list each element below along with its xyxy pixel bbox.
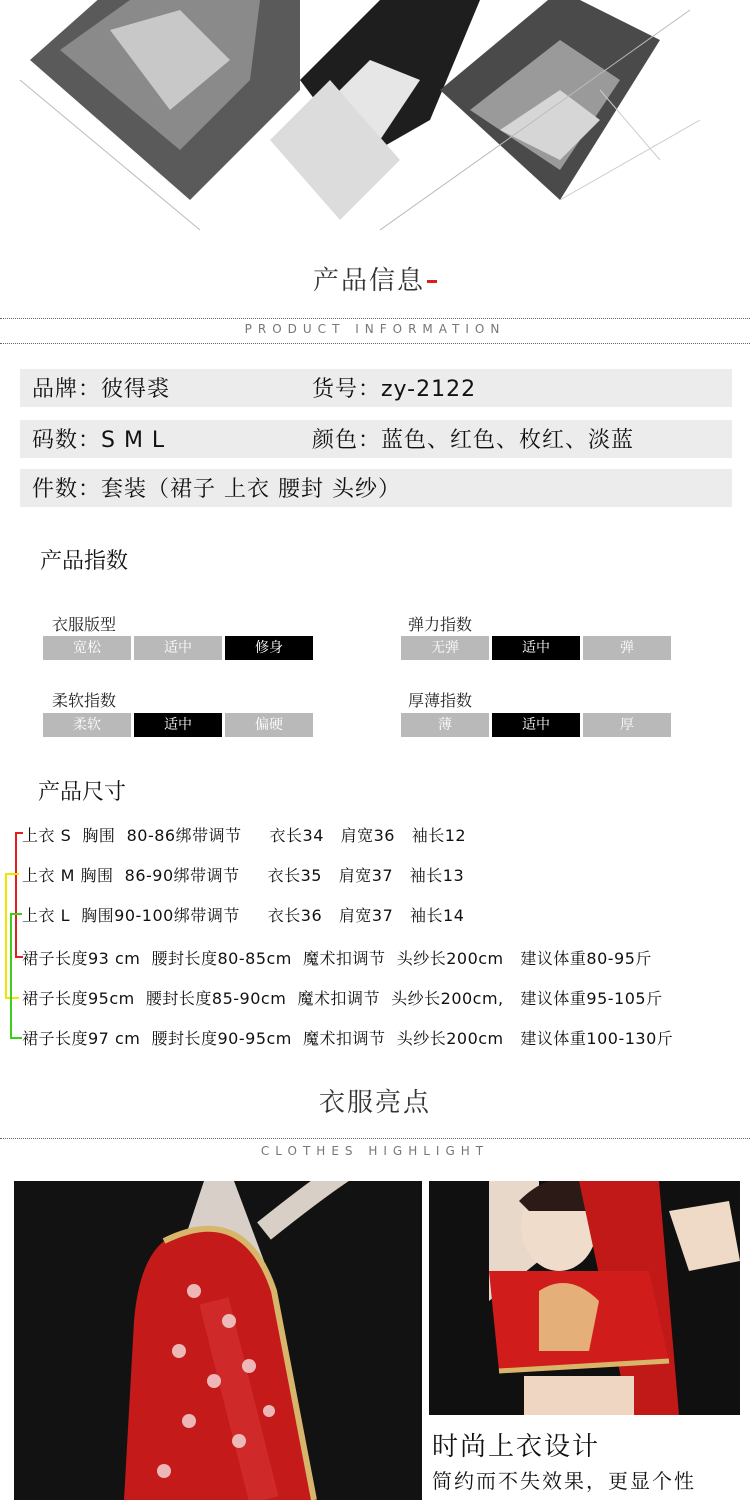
- photo-top-image: [429, 1181, 740, 1415]
- elastic-option-medium: 适中: [492, 636, 580, 660]
- bracket-l-top: [10, 913, 22, 915]
- product-info-subtitle: PRODUCT INFORMATION: [0, 322, 750, 336]
- fit-label: 衣服版型: [52, 615, 117, 634]
- hero-collage: [0, 0, 750, 240]
- bracket-m-top: [5, 873, 19, 875]
- softness-label: 柔软指数: [52, 691, 117, 710]
- elastic-bar: [401, 636, 671, 660]
- fit-option-slim: 修身: [225, 636, 313, 660]
- size-line-top-m: 上衣 M 胸围 86-90绑带调节 衣长35 肩宽37 袖长13: [22, 866, 465, 885]
- photo-top: [429, 1181, 740, 1415]
- bracket-m: [5, 873, 7, 997]
- pieces-text: 件数：套装（裙子 上衣 腰封 头纱）: [32, 477, 401, 502]
- sizes-text: 码数：S M L: [32, 428, 166, 453]
- softness-option-hard: 偏硬: [225, 713, 313, 737]
- info-row-size: [20, 420, 732, 458]
- caption-title: 时尚上衣设计: [432, 1432, 601, 1462]
- fit-bar: [43, 636, 313, 660]
- thickness-option-medium: 适中: [492, 713, 580, 737]
- photo-veil: [14, 1181, 422, 1500]
- thickness-option-thin: 薄: [401, 713, 489, 737]
- elastic-option-stretch: 弹: [583, 636, 671, 660]
- size-line-skirt-s: 裙子长度93 cm 腰封长度80-85cm 魔术扣调节 头纱长200cm 建议体重80-95斤: [22, 949, 652, 968]
- product-info-title: 产品信息: [0, 260, 750, 297]
- highlight-subtitle: CLOTHES HIGHLIGHT: [0, 1144, 750, 1158]
- index-title: 产品指数: [40, 549, 129, 574]
- highlight-title: 衣服亮点: [318, 1088, 431, 1118]
- softness-bar: [43, 713, 313, 737]
- size-line-top-s: 上衣 S 胸围 80-86绑带调节 衣长34 肩宽36 袖长12: [22, 826, 467, 845]
- divider-bottom: [0, 343, 750, 344]
- thickness-label: 厚薄指数: [408, 691, 473, 710]
- elastic-option-none: 无弹: [401, 636, 489, 660]
- thickness-option-thick: 厚: [583, 713, 671, 737]
- thickness-bar: [401, 713, 671, 737]
- bracket-l-bottom: [10, 1037, 22, 1039]
- divider-top: [0, 318, 750, 319]
- info-row-brand: [20, 369, 732, 407]
- title-accent-dash: [427, 280, 437, 283]
- bracket-s: [15, 832, 17, 956]
- fit-option-medium: 适中: [134, 636, 222, 660]
- size-line-skirt-l: 裙子长度97 cm 腰封长度90-95cm 魔术扣调节 头纱长200cm 建议体重100-130斤: [22, 1029, 674, 1048]
- bracket-l: [10, 913, 12, 1037]
- fit-option-loose: 宽松: [43, 636, 131, 660]
- softness-option-medium: 适中: [134, 713, 222, 737]
- highlight-divider: [0, 1138, 750, 1139]
- elastic-label: 弹力指数: [408, 615, 473, 634]
- sku-text: 货号：zy-2122: [312, 377, 477, 402]
- info-row-pieces: [20, 469, 732, 507]
- colors-text: 颜色：蓝色、红色、枚红、淡蓝: [312, 428, 635, 453]
- sizes-title: 产品尺寸: [38, 780, 127, 805]
- size-line-skirt-m: 裙子长度95cm 腰封长度85-90cm 魔术扣调节 头纱长200cm, 建议体重95-105斤: [22, 989, 663, 1008]
- caption-subtitle: 简约而不失效果，更显个性: [432, 1469, 696, 1493]
- size-line-top-l: 上衣 L 胸围90-100绑带调节 衣长36 肩宽37 袖长14: [22, 906, 465, 925]
- hero-collage-image: [0, 0, 750, 240]
- softness-option-soft: 柔软: [43, 713, 131, 737]
- brand-text: 品牌：彼得裘: [32, 377, 171, 402]
- photo-veil-image: [14, 1181, 422, 1500]
- bracket-m-bottom: [5, 997, 19, 999]
